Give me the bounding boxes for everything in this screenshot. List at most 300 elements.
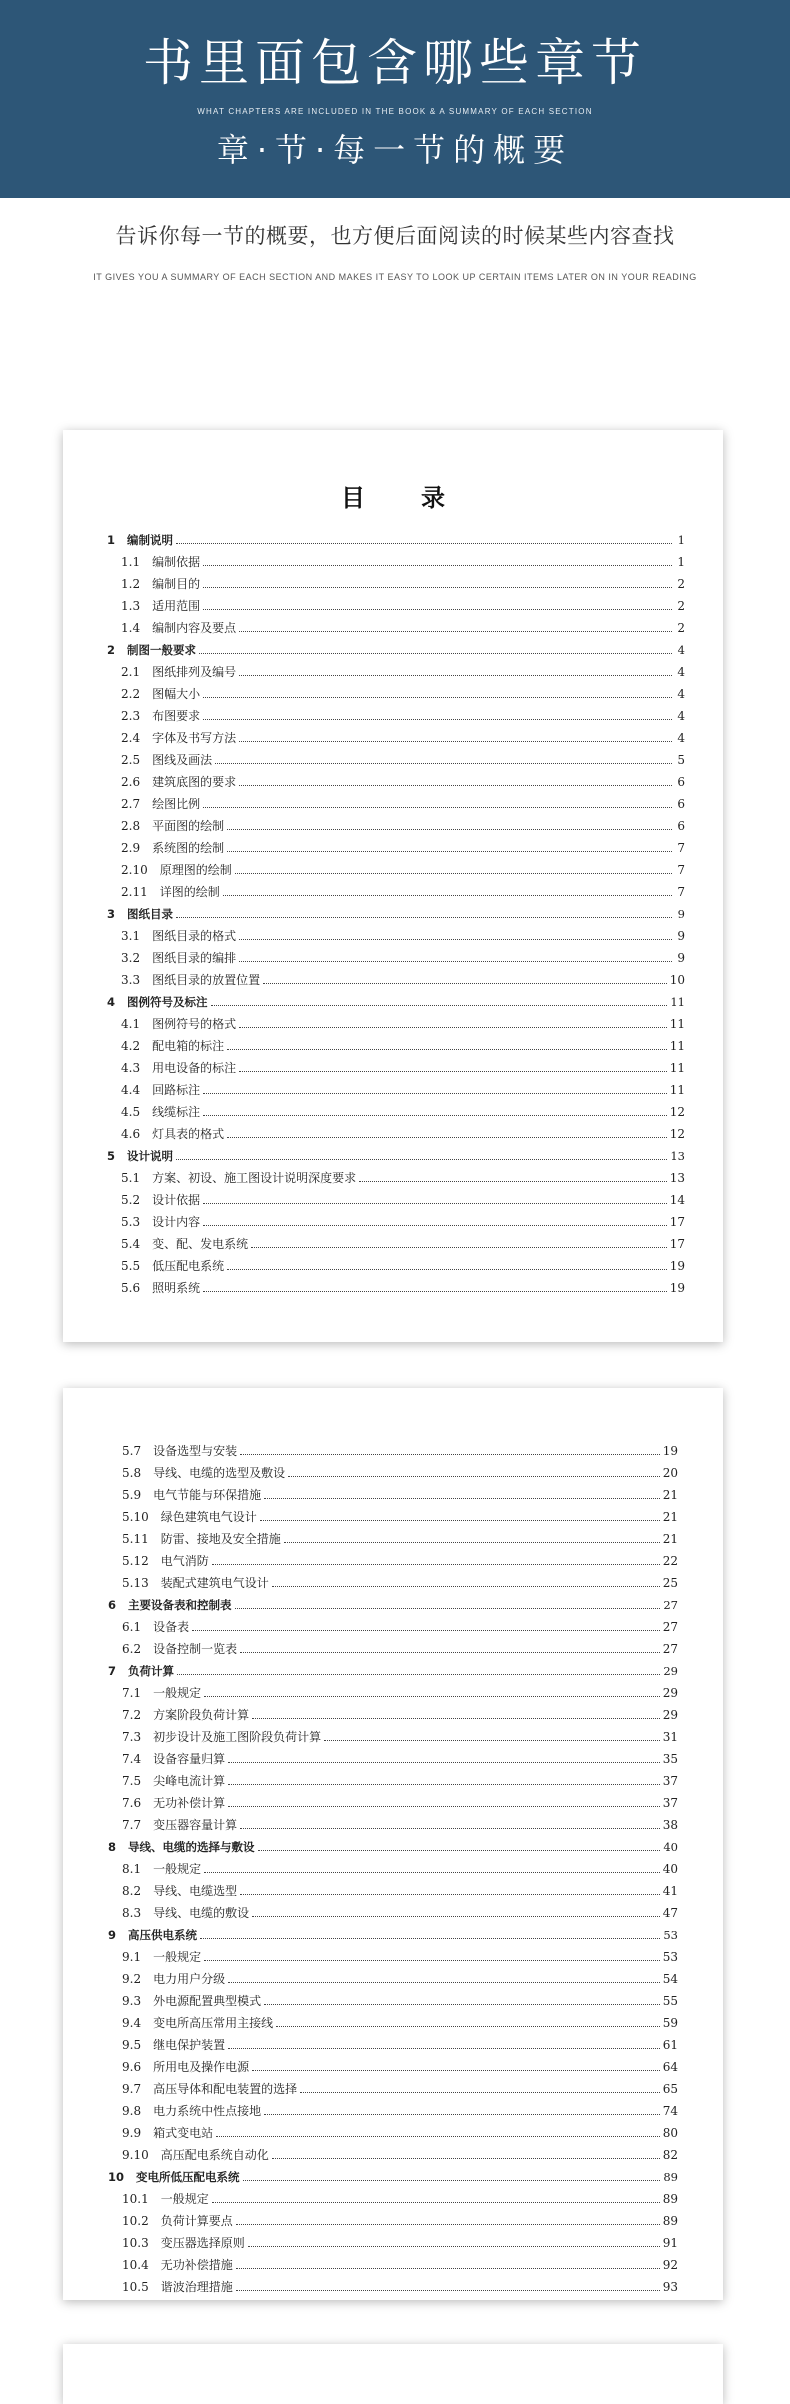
toc-entry-number: 9.6	[122, 2060, 142, 2074]
toc-leader-dots	[264, 2003, 660, 2005]
toc-leader-dots	[203, 718, 672, 720]
toc-entry-page: 89	[662, 2192, 678, 2206]
toc-leader-dots	[228, 1981, 660, 1983]
toc-entry-number: 2.4	[121, 731, 141, 745]
toc-section-entry	[108, 1616, 678, 1638]
toc-entry-page: 29	[663, 1664, 678, 1678]
toc-entry-page: 7	[677, 863, 685, 877]
toc-leader-dots	[239, 630, 672, 632]
toc-leader-dots	[239, 674, 672, 676]
toc-section-entry	[107, 1167, 685, 1189]
toc-entry-number: 2.7	[121, 797, 141, 811]
banner-subtitle-en: WHAT CHAPTERS ARE INCLUDED IN THE BOOK & A SUMMARY OF EACH SECTION	[197, 107, 593, 116]
toc-entry-page: 54	[662, 1972, 678, 1986]
toc-leader-dots	[204, 1959, 660, 1961]
toc-chapter-entry	[108, 1836, 678, 1858]
toc-entry-page: 17	[669, 1215, 685, 1229]
toc-entry-page: 29	[662, 1686, 678, 1700]
toc-leader-dots	[288, 1475, 660, 1477]
toc-entry-number: 10.3	[122, 2236, 149, 2250]
header-banner	[0, 0, 790, 198]
toc-chapter-entry	[107, 991, 685, 1013]
toc-entry-page: 2	[677, 577, 685, 591]
toc-section-entry	[108, 1814, 678, 1836]
toc-entry-page: 82	[662, 2148, 678, 2162]
toc-entry-text: 绿色建筑电气设计	[160, 1510, 257, 1524]
toc-entry-number: 2.9	[121, 841, 141, 855]
toc-section-entry	[108, 1572, 678, 1594]
toc-entry-text: 谐波治理措施	[160, 2280, 233, 2294]
toc-leader-dots	[228, 2047, 660, 2049]
toc-entry-text: 电力系统中性点接地	[153, 2104, 262, 2118]
banner-subtitle-cn: 章·节·每一节的概要	[216, 131, 574, 169]
toc-leader-dots	[240, 1651, 660, 1653]
toc-page-2	[63, 1388, 723, 2300]
toc-leader-dots	[204, 1871, 660, 1873]
toc-section-entry	[107, 683, 685, 705]
toc-leader-dots	[324, 1739, 660, 1741]
intro-text: 告诉你每一节的概要，也方便后面阅读的时候某些内容查找	[115, 224, 675, 248]
toc-leader-dots	[264, 2113, 660, 2115]
toc-entry-page: 6	[677, 775, 685, 789]
toc-leader-dots	[264, 1497, 660, 1499]
toc-section-entry	[107, 573, 685, 595]
toc-entry-page: 38	[662, 1818, 678, 1832]
toc-entry-text: 导线、电缆的选型及敷设	[153, 1466, 286, 1480]
toc-entry-number: 5.7	[122, 1444, 142, 1458]
toc-leader-dots	[239, 784, 672, 786]
toc-section-entry	[107, 617, 685, 639]
toc-entry-page: 9	[677, 907, 685, 921]
toc-section-entry	[107, 969, 685, 991]
toc-entry-number: 5.8	[122, 1466, 142, 1480]
toc-entry-number: 1.3	[121, 599, 141, 613]
toc-entry-number: 6.1	[122, 1620, 142, 1634]
toc-entry-text: 配电箱的标注	[152, 1039, 225, 1053]
toc-section-entry	[108, 2012, 678, 2034]
toc-section-entry	[108, 1440, 678, 1462]
toc-entry-text: 系统图的绘制	[152, 841, 225, 855]
toc-leader-dots	[228, 1761, 660, 1763]
toc-leader-dots	[252, 1717, 660, 1719]
toc-entry-number: 10.2	[122, 2214, 149, 2228]
toc-leader-dots	[236, 2267, 660, 2269]
toc-entry-page: 7	[677, 885, 685, 899]
toc-entry-number: 5.9	[122, 1488, 142, 1502]
toc-leader-dots	[252, 2069, 660, 2071]
toc-entry-page: 19	[662, 1444, 678, 1458]
toc-entry-text: 电力用户分级	[153, 1972, 226, 1986]
toc-leader-dots	[176, 1158, 667, 1160]
toc-entry-text: 设备控制一览表	[153, 1642, 238, 1656]
toc-section-entry	[107, 1255, 685, 1277]
toc-entry-number: 9.1	[122, 1950, 142, 1964]
toc-entry-number: 9.4	[122, 2016, 142, 2030]
toc-section-entry	[108, 1946, 678, 1968]
toc-section-entry	[108, 2078, 678, 2100]
toc-section-entry	[108, 1528, 678, 1550]
toc-entry-text: 一般规定	[153, 1950, 202, 1964]
toc-leader-dots	[276, 2025, 660, 2027]
toc-leader-dots	[263, 982, 667, 984]
toc-entry-text: 回路标注	[152, 1083, 201, 1097]
toc-entry-page: 6	[677, 797, 685, 811]
toc-section-entry	[108, 2276, 678, 2298]
toc-section-entry	[108, 1748, 678, 1770]
toc-leader-dots	[236, 2289, 660, 2291]
toc-entry-number: 7.7	[122, 1818, 142, 1832]
toc-section-entry	[107, 859, 685, 881]
toc-entry-text: 图幅大小	[152, 687, 201, 701]
toc-leader-dots	[227, 1136, 667, 1138]
toc-entry-page: 21	[662, 1532, 678, 1546]
toc-entry-text: 制图一般要求	[127, 643, 197, 657]
toc-leader-dots	[227, 828, 672, 830]
toc-leader-dots	[248, 2245, 660, 2247]
toc-chapter-entry	[107, 903, 685, 925]
toc-entry-number: 5.13	[122, 1576, 149, 1590]
toc-entry-number: 9.3	[122, 1994, 142, 2008]
toc-entry-number: 5.12	[122, 1554, 149, 1568]
toc-entry-text: 箱式变电站	[153, 2126, 214, 2140]
toc-section-entry	[108, 1792, 678, 1814]
toc-leader-dots	[227, 1048, 667, 1050]
toc-entry-number: 5.11	[122, 1532, 149, 1546]
toc-entry-page: 7	[677, 841, 685, 855]
toc-entry-page: 27	[662, 1642, 678, 1656]
toc-leader-dots	[236, 2223, 660, 2225]
toc-section-entry	[108, 1682, 678, 1704]
toc-leader-dots	[203, 1224, 667, 1226]
toc-entry-page: 2	[677, 599, 685, 613]
toc-entry-page: 65	[662, 2082, 678, 2096]
toc-entry-text: 一般规定	[160, 2192, 209, 2206]
toc-entry-text: 防雷、接地及安全措施	[160, 1532, 281, 1546]
toc-entry-page: 2	[677, 621, 685, 635]
toc-entry-text: 高压导体和配电装置的选择	[153, 2082, 298, 2096]
toc-entry-text: 图例符号及标注	[127, 995, 208, 1009]
toc-entry-number: 9.8	[122, 2104, 142, 2118]
toc-entry-text: 外电源配置典型模式	[153, 1994, 262, 2008]
toc-section-entry	[107, 661, 685, 683]
toc-entry-page: 40	[663, 1840, 678, 1854]
toc-leader-dots	[240, 1827, 660, 1829]
toc-section-entry	[107, 1079, 685, 1101]
toc-entry-page: 47	[662, 1906, 678, 1920]
toc-entry-number: 1.1	[121, 555, 141, 569]
toc-entry-page: 29	[662, 1708, 678, 1722]
toc-entry-number: 5.4	[121, 1237, 141, 1251]
toc-entry-text: 尖峰电流计算	[153, 1774, 226, 1788]
toc-leader-dots	[228, 1783, 660, 1785]
toc-section-entry	[107, 1013, 685, 1035]
toc-leader-dots	[227, 1268, 667, 1270]
toc-entry-text: 变压器容量计算	[153, 1818, 238, 1832]
toc-entry-page: 89	[663, 2170, 678, 2184]
toc-section-entry	[108, 2144, 678, 2166]
toc-entry-page: 11	[669, 1083, 685, 1097]
toc-section-entry	[108, 1638, 678, 1660]
toc-entry-page: 5	[677, 753, 685, 767]
toc-chapter-entry	[107, 1145, 685, 1167]
toc-entry-page: 19	[669, 1259, 685, 1273]
toc-entry-page: 11	[670, 995, 685, 1009]
toc-section-entry	[108, 2034, 678, 2056]
toc-entry-text: 图纸目录	[127, 907, 174, 921]
toc-entry-page: 12	[669, 1105, 685, 1119]
toc-entry-page: 20	[662, 1466, 678, 1480]
toc-entry-number: 9.2	[122, 1972, 142, 1986]
toc-leader-dots	[272, 1585, 660, 1587]
toc-chapter-entry	[108, 1594, 678, 1616]
toc-entry-page: 89	[662, 2214, 678, 2228]
toc-entry-number: 7.5	[122, 1774, 142, 1788]
toc-leader-dots	[239, 938, 672, 940]
toc-leader-dots	[284, 1541, 660, 1543]
toc-entry-text: 装配式建筑电气设计	[160, 1576, 269, 1590]
toc-entry-text: 无功补偿措施	[160, 2258, 233, 2272]
toc-entry-text: 建筑底图的要求	[152, 775, 237, 789]
toc-entry-page: 4	[677, 709, 685, 723]
toc-entry-page: 9	[677, 951, 685, 965]
toc-entry-page: 91	[662, 2236, 678, 2250]
toc-entry-page: 11	[669, 1039, 685, 1053]
toc-entry-page: 31	[662, 1730, 678, 1744]
toc-section-entry	[107, 1101, 685, 1123]
toc-entry-text: 无功补偿计算	[153, 1796, 226, 1810]
toc-section-entry	[107, 551, 685, 573]
toc-leader-dots	[177, 1673, 660, 1675]
toc-leader-dots	[227, 850, 672, 852]
toc-leader-dots	[203, 1092, 667, 1094]
toc-section-entry	[108, 2210, 678, 2232]
toc-chapter-entry	[108, 2166, 678, 2188]
toc-entry-page: 11	[669, 1061, 685, 1075]
toc-leader-dots	[176, 542, 672, 544]
toc-entry-page: 53	[662, 1950, 678, 1964]
toc-entry-number: 6.2	[122, 1642, 142, 1656]
toc-section-entry	[107, 727, 685, 749]
toc-entry-page: 41	[662, 1884, 678, 1898]
toc-leader-dots	[203, 1202, 667, 1204]
toc-entry-number: 2.2	[121, 687, 141, 701]
toc-section-entry	[107, 1233, 685, 1255]
toc-entry-text: 初步设计及施工图阶段负荷计算	[153, 1730, 322, 1744]
toc-entry-number: 3.1	[121, 929, 141, 943]
toc-entry-number: 10.5	[122, 2280, 149, 2294]
toc-entry-page: 1	[677, 555, 685, 569]
toc-leader-dots	[239, 1070, 667, 1072]
toc-entry-number: 4.6	[121, 1127, 141, 1141]
toc-section-entry	[108, 1770, 678, 1792]
toc-entry-number: 7.1	[122, 1686, 142, 1700]
toc-leader-dots	[235, 1607, 661, 1609]
toc-entry-text: 方案阶段负荷计算	[153, 1708, 250, 1722]
toc-entry-number: 7.6	[122, 1796, 142, 1810]
toc-entry-number: 5.2	[121, 1193, 141, 1207]
toc-section-entry	[108, 1726, 678, 1748]
toc-entry-number: 1	[107, 533, 116, 547]
toc-leader-dots	[203, 1114, 667, 1116]
toc-entry-number: 9.7	[122, 2082, 142, 2096]
toc-entry-text: 低压配电系统	[152, 1259, 225, 1273]
toc-leader-dots	[203, 608, 672, 610]
toc-entry-number: 3.2	[121, 951, 141, 965]
toc-section-entry	[107, 881, 685, 903]
toc-entry-text: 编制目的	[152, 577, 201, 591]
toc-leader-dots	[203, 696, 672, 698]
toc-leader-dots	[199, 652, 672, 654]
toc-entry-text: 高压供电系统	[128, 1928, 198, 1942]
toc-entry-page: 27	[662, 1620, 678, 1634]
intro-text-en: IT GIVES YOU A SUMMARY OF EACH SECTION AND MAKES IT EASY TO LOOK UP CERTAIN ITEMS LATER ON IN YOUR READING	[93, 272, 697, 282]
toc-entry-number: 9.9	[122, 2126, 142, 2140]
toc-entry-text: 适用范围	[152, 599, 201, 613]
toc-entry-text: 图纸目录的放置位置	[152, 973, 261, 987]
toc-section-entry	[108, 1902, 678, 1924]
toc-entry-page: 21	[662, 1510, 678, 1524]
toc-page-3-partial	[63, 2344, 723, 2404]
toc-entry-page: 12	[669, 1127, 685, 1141]
toc-entry-number: 7.3	[122, 1730, 142, 1744]
toc-section-entry	[107, 749, 685, 771]
toc-section-entry	[107, 1057, 685, 1079]
toc-entry-page: 53	[663, 1928, 678, 1942]
toc-leader-dots	[228, 1805, 660, 1807]
toc-entry-page: 1	[677, 533, 685, 547]
toc-entry-number: 6	[108, 1598, 117, 1612]
toc-leader-dots	[192, 1629, 660, 1631]
toc-entry-text: 电气消防	[160, 1554, 209, 1568]
toc-entry-number: 4	[107, 995, 116, 1009]
toc-section-entry	[107, 1123, 685, 1145]
toc-leader-dots	[176, 916, 672, 918]
toc-section-entry	[108, 2122, 678, 2144]
toc-entry-page: 92	[662, 2258, 678, 2272]
toc-entry-number: 2.11	[121, 885, 148, 899]
toc-leader-dots	[204, 1695, 660, 1697]
toc-entry-page: 6	[677, 819, 685, 833]
toc-entry-number: 5	[107, 1149, 116, 1163]
toc-entry-text: 图例符号的格式	[152, 1017, 237, 1031]
toc-title: 目录	[341, 483, 501, 512]
toc-entry-text: 字体及书写方法	[152, 731, 237, 745]
toc-leader-dots	[240, 1453, 660, 1455]
toc-page-1	[63, 430, 723, 1342]
toc-leader-dots	[240, 1893, 660, 1895]
toc-leader-dots	[272, 2157, 660, 2159]
toc-entry-page: 27	[663, 1598, 678, 1612]
toc-entry-text: 导线、电缆选型	[153, 1884, 238, 1898]
toc-entry-text: 编制说明	[127, 533, 174, 547]
toc-entry-text: 用电设备的标注	[152, 1061, 237, 1075]
toc-leader-dots	[203, 806, 672, 808]
toc-entry-number: 9	[108, 1928, 117, 1942]
toc-section-entry	[108, 2100, 678, 2122]
toc-entry-text: 编制内容及要点	[152, 621, 237, 635]
toc-entry-number: 10.4	[122, 2258, 149, 2272]
toc-leader-dots	[239, 960, 672, 962]
toc-entry-number: 4.1	[121, 1017, 141, 1031]
toc-entry-number: 9.5	[122, 2038, 142, 2052]
toc-section-entry	[107, 1035, 685, 1057]
toc-section-entry	[107, 1277, 685, 1299]
toc-entry-text: 变、配、发电系统	[152, 1237, 249, 1251]
toc-entry-text: 变电所高压常用主接线	[153, 2016, 274, 2030]
toc-section-entry	[108, 1990, 678, 2012]
toc-entry-text: 绘图比例	[152, 797, 201, 811]
toc-entry-text: 编制依据	[152, 555, 201, 569]
toc-entry-page: 19	[669, 1281, 685, 1295]
toc-leader-dots	[251, 1246, 667, 1248]
toc-entry-page: 4	[677, 731, 685, 745]
toc-entry-text: 线缆标注	[152, 1105, 201, 1119]
toc-chapter-entry	[107, 639, 685, 661]
toc-entry-page: 93	[662, 2280, 678, 2294]
toc-entry-page: 13	[670, 1149, 685, 1163]
toc-section-entry	[108, 2188, 678, 2210]
toc-leader-dots	[359, 1180, 667, 1182]
toc-entry-number: 4.4	[121, 1083, 141, 1097]
toc-entry-page: 4	[677, 687, 685, 701]
toc-leader-dots	[215, 762, 672, 764]
toc-entry-text: 一般规定	[153, 1686, 202, 1700]
toc-entry-text: 电气节能与环保措施	[153, 1488, 262, 1502]
toc-entry-number: 1.4	[121, 621, 141, 635]
toc-entry-number: 2	[107, 643, 116, 657]
toc-entry-number: 5.6	[121, 1281, 141, 1295]
toc-entry-page: 37	[662, 1796, 678, 1810]
toc-entry-number: 2.3	[121, 709, 141, 723]
toc-entry-number: 4.2	[121, 1039, 141, 1053]
toc-entry-page: 55	[662, 1994, 678, 2008]
toc-section-entry	[108, 1704, 678, 1726]
toc-entry-number: 5.5	[121, 1259, 141, 1273]
toc-section-entry	[107, 1189, 685, 1211]
toc-entry-text: 照明系统	[152, 1281, 201, 1295]
toc-chapter-entry	[108, 1660, 678, 1682]
toc-section-entry	[107, 837, 685, 859]
toc-section-entry	[108, 1968, 678, 1990]
toc-entry-number: 7.4	[122, 1752, 142, 1766]
toc-leader-dots	[212, 2201, 660, 2203]
toc-entry-number: 8.3	[122, 1906, 142, 1920]
toc-section-entry	[108, 2254, 678, 2276]
toc-leader-dots	[216, 2135, 660, 2137]
toc-entry-number: 5.10	[122, 1510, 149, 1524]
toc-entry-text: 图线及画法	[152, 753, 213, 767]
toc-entry-number: 10	[108, 2170, 125, 2184]
toc-leader-dots	[200, 1937, 660, 1939]
toc-entry-text: 设备选型与安装	[153, 1444, 238, 1458]
toc-entry-number: 2.8	[121, 819, 141, 833]
toc-entry-page: 4	[677, 643, 685, 657]
toc-leader-dots	[203, 1290, 667, 1292]
toc-leader-dots	[300, 2091, 660, 2093]
toc-entry-text: 高压配电系统自动化	[160, 2148, 269, 2162]
toc-entry-number: 10.1	[122, 2192, 149, 2206]
toc-entry-number: 7.2	[122, 1708, 142, 1722]
toc-entry-text: 图纸目录的编排	[152, 951, 237, 965]
toc-entry-text: 设备容量归算	[153, 1752, 226, 1766]
toc-entry-page: 4	[677, 665, 685, 679]
toc-entry-number: 2.1	[121, 665, 141, 679]
toc-section-entry	[108, 1484, 678, 1506]
toc-leader-dots	[203, 586, 672, 588]
toc-entry-text: 导线、电缆的敷设	[153, 1906, 250, 1920]
toc-section-entry	[107, 947, 685, 969]
toc-entry-page: 59	[662, 2016, 678, 2030]
